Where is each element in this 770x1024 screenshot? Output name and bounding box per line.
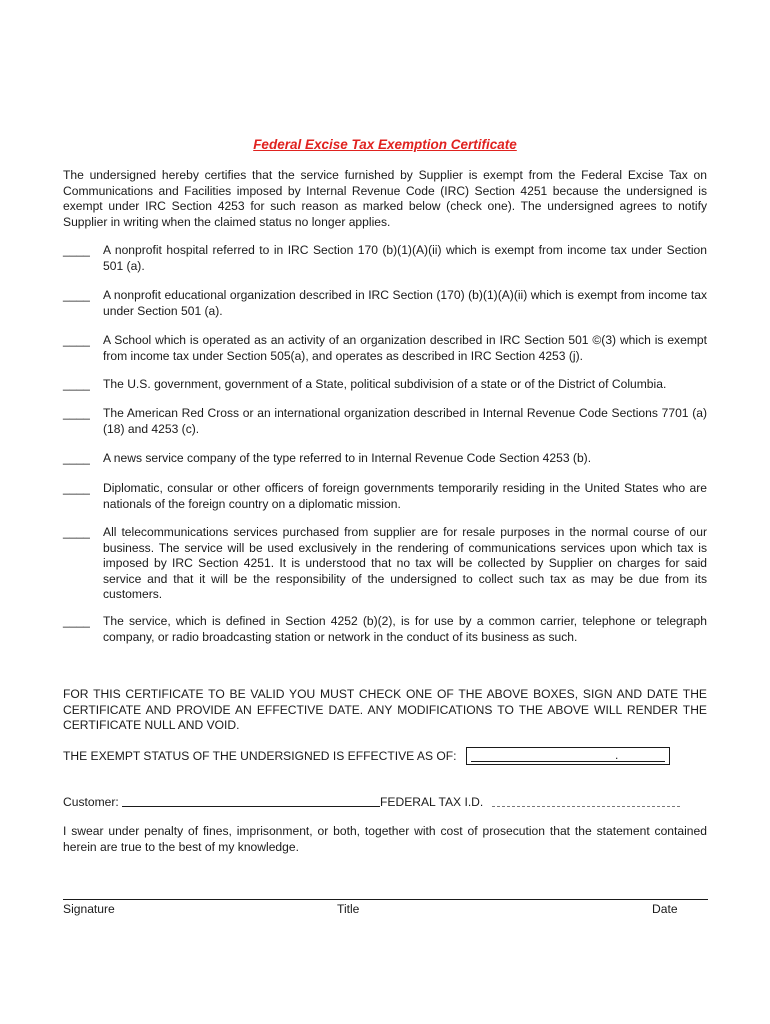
certificate-title: Federal Excise Tax Exemption Certificate (253, 137, 517, 152)
check-blank[interactable]: ____ (63, 525, 90, 539)
option-text: The U.S. government, government of a State, political subdivision of a state or of the District of Columbia. (103, 377, 667, 391)
option-text: A School which is operated as an activity of an organization described in IRC Section 501 ©(3) which is exempt from income tax under Section 505(a), and operates as described in IRC Section 4253 (j). (103, 333, 707, 363)
title-label: Title (337, 902, 360, 916)
effective-date-underline (471, 761, 665, 762)
option-text: The service, which is defined in Section 4252 (b)(2), is for use by a common carrier, telephone or telegraph company, or radio broadcasting station or network in the conduct of its business as such. (103, 614, 707, 644)
option-text: Diplomatic, consular or other officers of foreign governments temporarily residing in the United States who are nationals of the foreign country on a diplomatic mission. (103, 481, 707, 511)
check-blank[interactable]: ____ (63, 451, 90, 465)
check-blank[interactable]: ____ (63, 288, 90, 302)
signature-label: Signature (63, 902, 115, 916)
effective-date-label: THE EXEMPT STATUS OF THE UNDERSIGNED IS EFFECTIVE AS OF: (63, 749, 457, 763)
customer-field[interactable] (122, 806, 380, 807)
customer-label: Customer: (63, 795, 119, 809)
option-text: All telecommunications services purchased from supplier are for resale purposes in the normal course of our business. The service will be used exclusively in the rendering of communications services upon which tax is imposed by IRC Section 4251. It is understood that no tax will be collected by Supplier on charges for said service and that it will be the responsibility of the undersigned to collect such tax as may be due from its customers. (103, 525, 707, 601)
intro-paragraph: The undersigned hereby certifies that the service furnished by Supplier is exempt from the Federal Excise Tax on Communications and Facilities imposed by Internal Revenue Code (IRC) Section 4251 because the undersigned is exempt under IRC Section 4253 for such reason as marked below (check one). The undersigned agrees to notify Supplier in writing when the claimed status no longer applies. (63, 168, 707, 229)
check-blank[interactable]: ____ (63, 243, 90, 257)
check-blank[interactable]: ____ (63, 481, 90, 495)
check-blank[interactable]: ____ (63, 333, 90, 347)
option-text: A nonprofit educational organization described in IRC Section (170) (b)(1)(A)(ii) which is exempt from income tax under Section 501 (a). (103, 288, 707, 318)
signature-line[interactable] (63, 899, 708, 900)
check-blank[interactable]: ____ (63, 406, 90, 420)
tax-id-field[interactable] (492, 806, 680, 807)
option-text: A news service company of the type referred to in Internal Revenue Code Section 4253 (b). (103, 451, 592, 465)
attestation-statement: I swear under penalty of fines, imprisonment, or both, together with cost of prosecution that the statement contained herein are true to the best of my knowledge. (63, 824, 707, 854)
date-label: Date (652, 902, 678, 916)
tax-id-label: FEDERAL TAX I.D. (380, 795, 484, 809)
validity-notice: FOR THIS CERTIFICATE TO BE VALID YOU MUST CHECK ONE OF THE ABOVE BOXES, SIGN AND DATE THE CERTIFICATE AND PROVIDE AN EFFECTIVE DATE. ANY MODIFICATIONS TO THE ABOVE WILL RENDER THE CERTIFICATE NULL AND VOID. (63, 687, 707, 732)
effective-date-field[interactable] (466, 747, 670, 765)
check-blank[interactable]: ____ (63, 377, 90, 391)
check-blank[interactable]: ____ (63, 614, 90, 628)
option-text: The American Red Cross or an international organization described in Internal Revenue Code Sections 7701 (a) (18) and 4253 (c). (103, 406, 707, 436)
option-text: A nonprofit hospital referred to in IRC Section 170 (b)(1)(A)(ii) which is exempt from income tax under Section 501 (a). (103, 243, 707, 273)
effective-date-dot: . (615, 748, 619, 762)
